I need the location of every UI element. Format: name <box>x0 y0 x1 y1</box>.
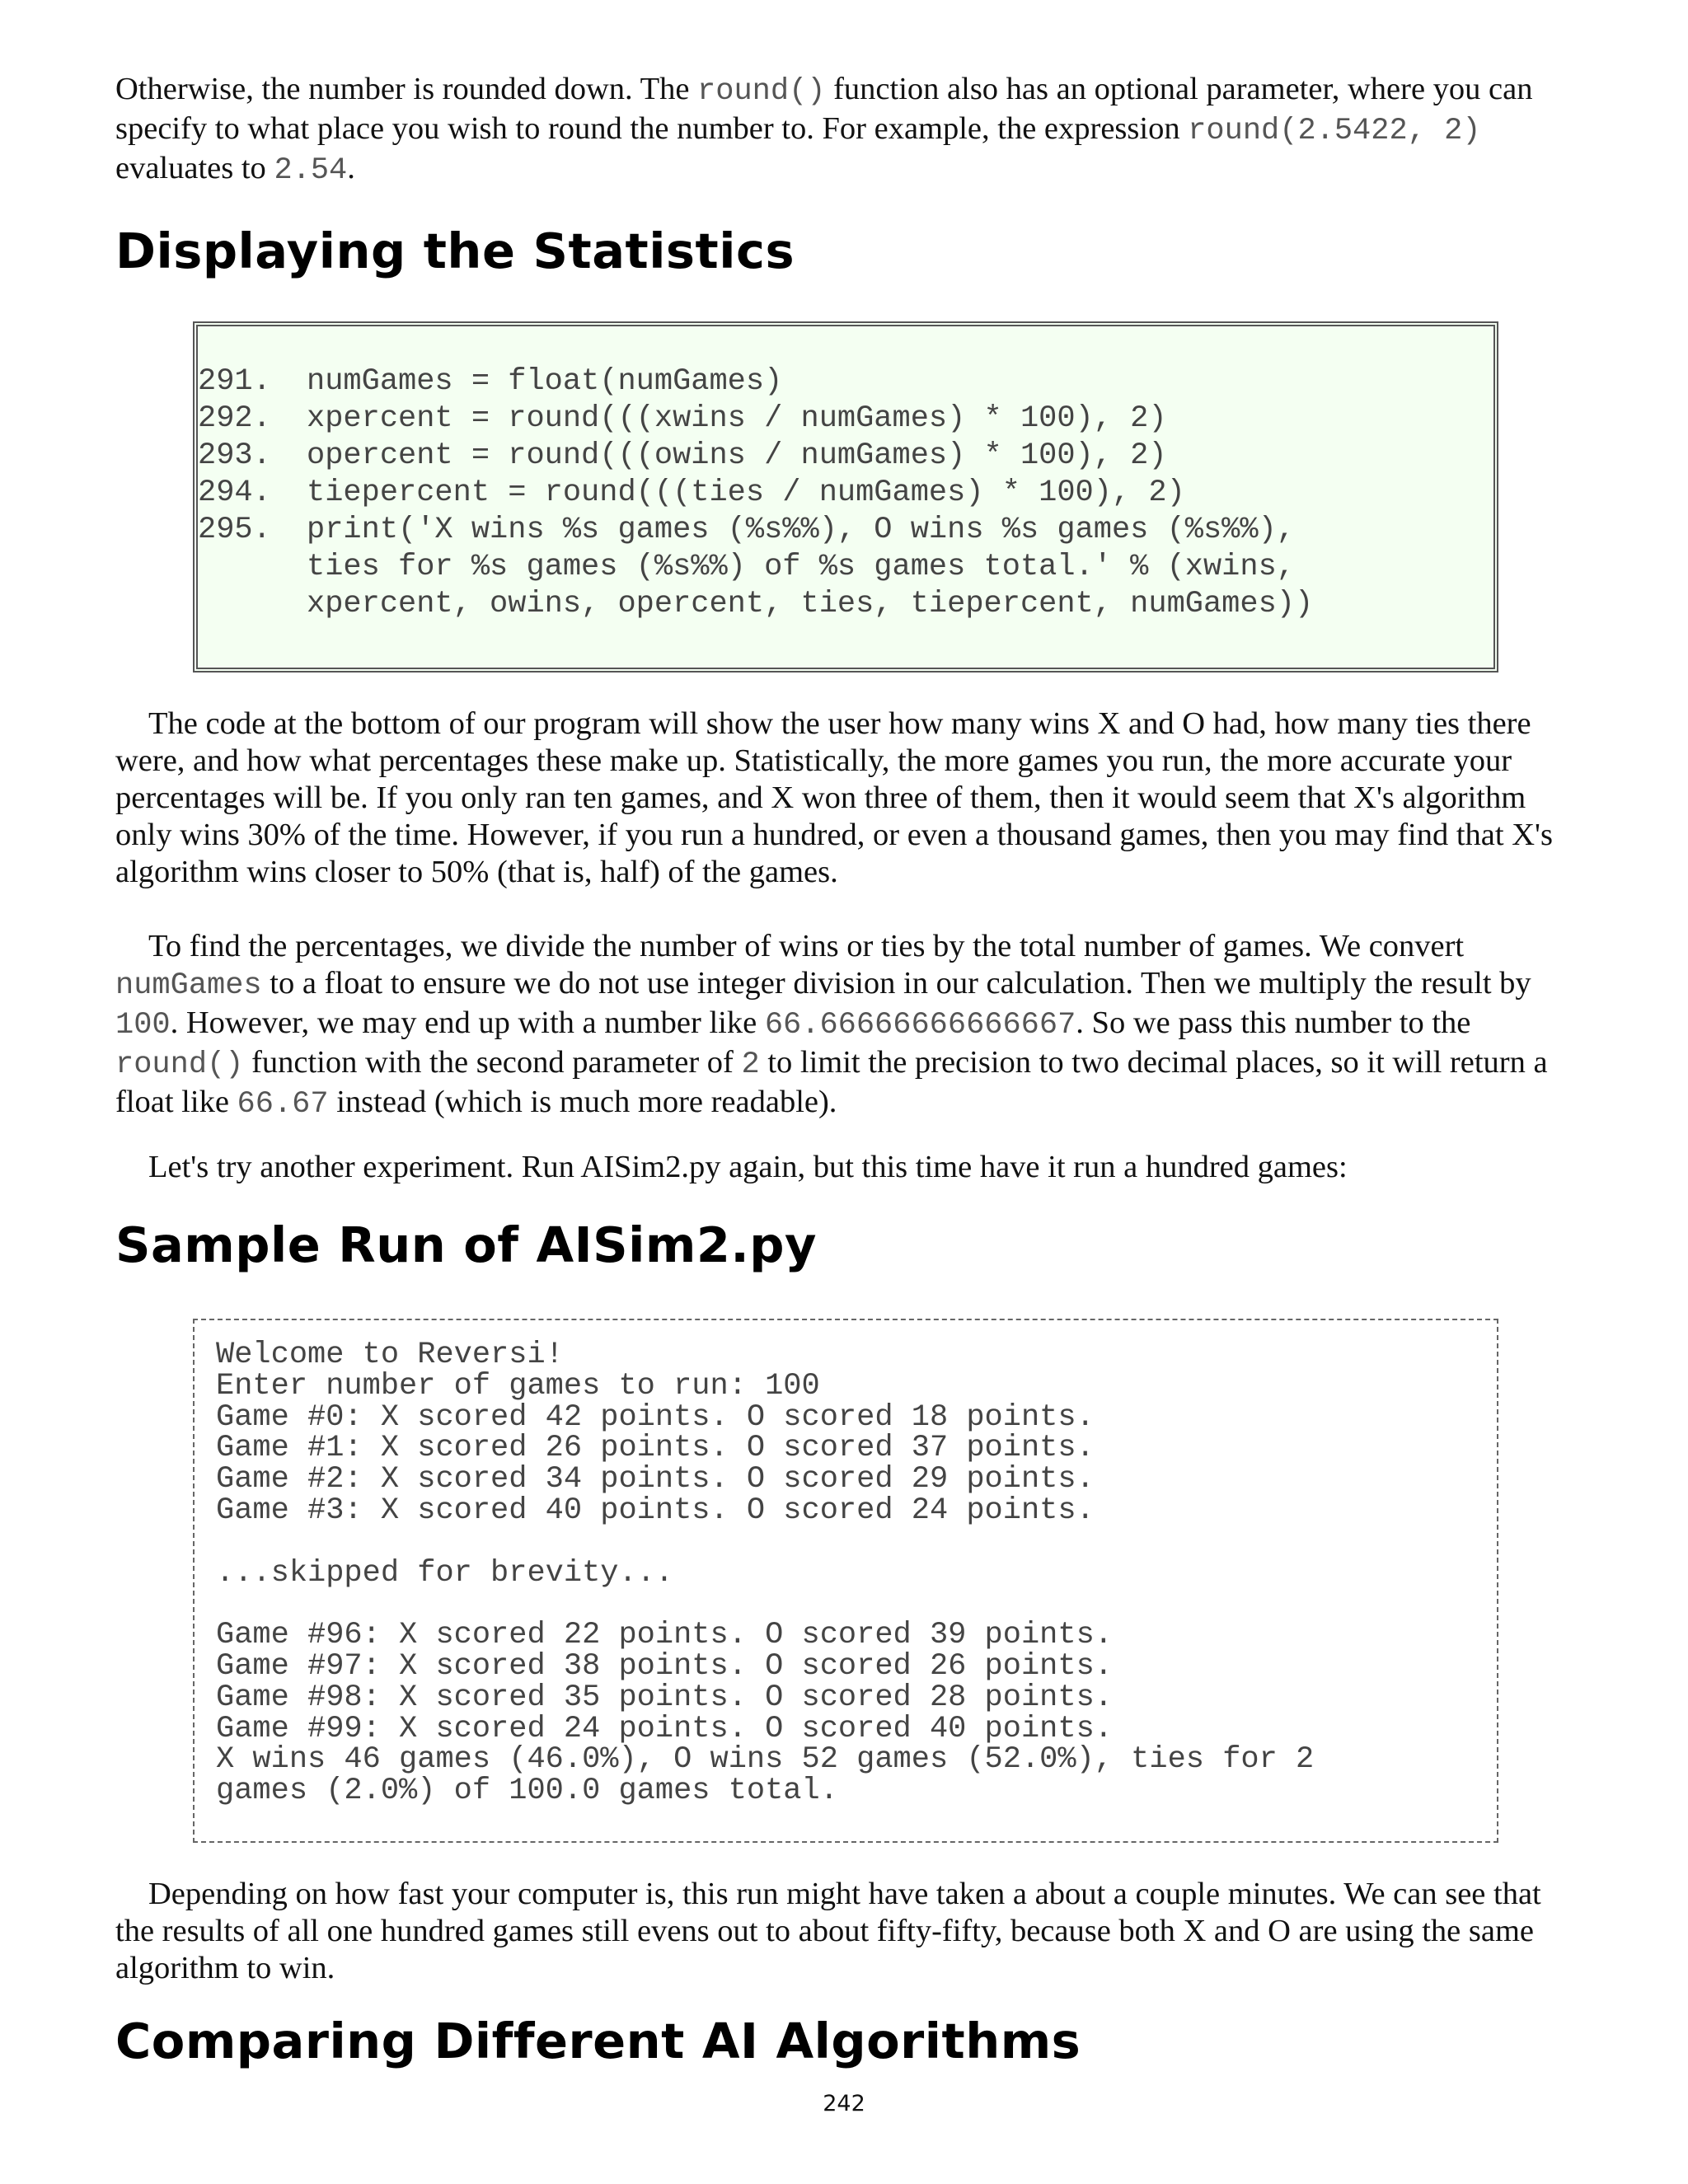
sample-output: Welcome to Reversi! Enter number of games to run: 100 Game #0: X scored 42 points. O scored 18 points. Game #1: X scored 26 points. O scored 37 points. Game #2: X scored 34 points. O scored 29 points. Game #3: X scored 40 points. O scored 24 points. ...skipped for brevity... Game #96: X scored 22 points. O scored 39 points. Game #97: X scored 38 points. O scored 26 points. Game #98: X scored 35 points. O scored 28 points. Game #99: X scored 24 points. O scored 40 points. X wins 46 games (46.0%), O wins 52 games (52.0%), ties for 2 games (2.0%) of 100.0 games total. <box>216 1338 1315 1809</box>
code-line <box>198 401 1313 438</box>
code-line <box>198 512 1313 549</box>
code-text: xpercent, owins, opercent, ties, tiepercent, numGames)) <box>307 587 1314 621</box>
code-line <box>198 586 1313 623</box>
line-number: 293. <box>198 438 271 473</box>
code-listing-box <box>193 321 1498 673</box>
paragraph-statistics: The code at the bottom of our program will show the user how many wins X and O had, how many ties there were, and how what percentages these make up. Statistically, the more games you run, the more accurate your percentages will be. If you only ran ten games, and X won three of them, then it would seem that X's algorithm only wins 30% of the time. However, if you run a hundred, or even a thousand games, then you may find that X's algorithm wins closer to 50% (that is, half) of the games. <box>115 706 1553 889</box>
code-text: numGames = float(numGames) <box>307 364 783 399</box>
code-line <box>198 438 1313 475</box>
line-number <box>198 549 307 586</box>
line-number: 294. <box>198 476 271 510</box>
paragraph-experiment: Let's try another experiment. Run AISim2.py again, but this time have it run a hundred games: <box>148 1150 1348 1184</box>
line-number: 295. <box>198 513 271 547</box>
line-number <box>198 586 307 623</box>
intro-paragraph: Otherwise, the number is rounded down. The round() function also has an optional parameter, where you can specify to what place you wish to round the number to. For example, the expression round(2.5422, 2) evaluates to 2.54. <box>115 72 1533 188</box>
line-number: 291. <box>198 364 271 399</box>
inline-code: round(2.5422, 2) <box>1188 114 1481 148</box>
code-text: tiepercent = round(((ties / numGames) * 100), 2) <box>307 476 1185 510</box>
paragraph-results: Depending on how fast your computer is, this run might have taken a about a couple minutes. We can see that the results of all one hundred games still evens out to about fifty-fifty, because both X and O are using the same algorithm to win. <box>115 1877 1541 1985</box>
code-line <box>198 363 1313 401</box>
heading-comparing-algorithms: Comparing Different AI Algorithms <box>115 2013 1081 2069</box>
heading-sample-run: Sample Run of AISim2.py <box>115 1216 817 1273</box>
code-text: opercent = round(((owins / numGames) * 100), 2) <box>307 438 1167 473</box>
code-line <box>198 549 1313 586</box>
code-text: ties for %s games (%s%%) of %s games total.' % (xwins, <box>307 550 1295 584</box>
code-text: xpercent = round(((xwins / numGames) * 100), 2) <box>307 401 1167 436</box>
inline-code: 2.54 <box>274 153 348 188</box>
paragraph-percentages: To find the percentages, we divide the number of wins or ties by the total number of games. We convert numGames to a float to ensure we do not use integer division in our calculation. Then we multiply the result by 100. However, we may end up with a number like 66.66666666666667. So we pass this number to the round() function with the second parameter of 2 to limit the precision to two decimal places, so it will return a float like 66.67 instead (which is much more readable). <box>115 929 1548 1122</box>
code-line <box>198 475 1313 512</box>
page-number: 242 <box>823 2091 865 2116</box>
code-listing <box>198 363 1313 623</box>
heading-displaying-statistics: Displaying the Statistics <box>115 223 795 279</box>
inline-code: round() <box>697 74 826 109</box>
sample-output-box <box>193 1319 1498 1843</box>
line-number: 292. <box>198 401 271 436</box>
code-text: print('X wins %s games (%s%%), O wins %s games (%s%%), <box>307 513 1295 547</box>
